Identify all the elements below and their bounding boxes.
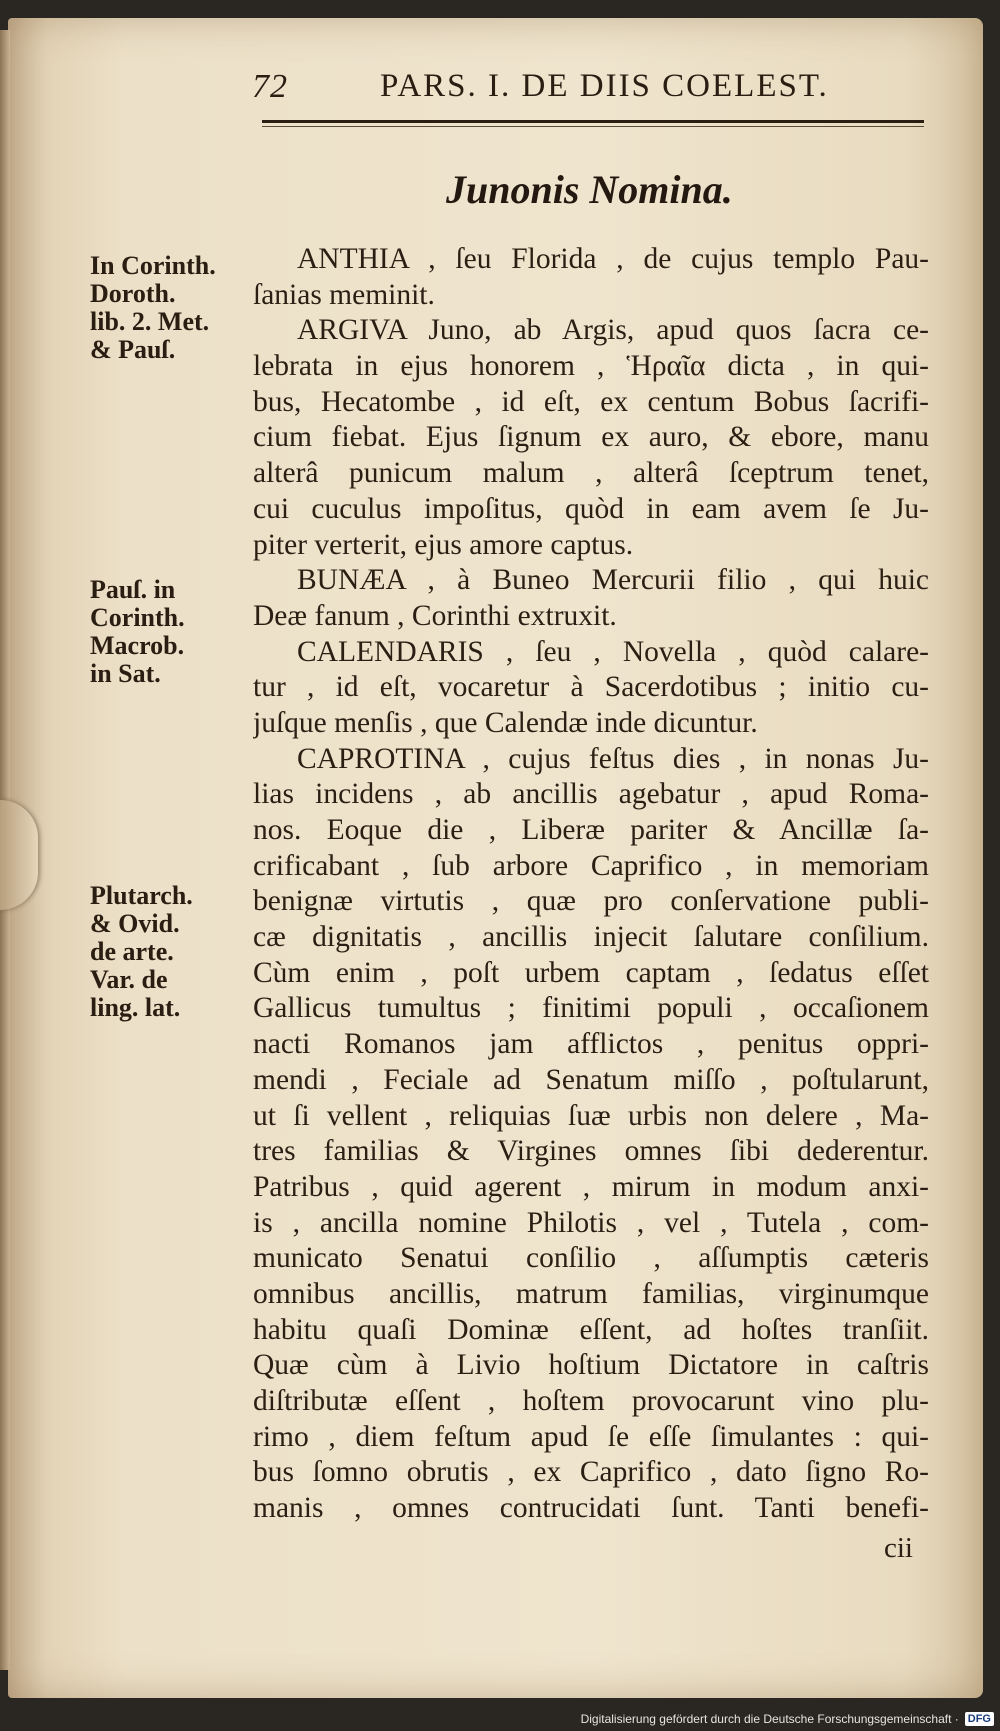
header-rule <box>262 120 924 123</box>
text-line: habitu quaſi Dominæ eſſent, ad hoſtes tranſiit. <box>253 1313 929 1346</box>
margin-note-line: Doroth. <box>90 279 176 308</box>
text-line: mendi , Feciale ad Senatum miſſo , poſtularunt, <box>253 1063 929 1096</box>
text-line: ut ſi vellent , reliquias ſuæ urbis non delere , Ma- <box>253 1099 929 1132</box>
text-line: Quæ cùm à Livio hoſtium Dictatore in caſtris <box>253 1349 929 1382</box>
text-line: Patribus , quid agerent , mirum in modum anxi- <box>253 1170 929 1203</box>
margin-note-line: Var. de <box>90 965 168 994</box>
text-line: ſanias meminit. <box>253 278 435 311</box>
text-line: nacti Romanos jam afflictos , penitus oppri- <box>253 1028 929 1061</box>
text-line: ANTHIA , ſeu Florida , de cujus templo Pau- <box>297 243 929 275</box>
text-line: Deæ fanum , Corinthi extruxit. <box>253 599 617 632</box>
margin-note-3 <box>90 882 250 1022</box>
text-line: omnibus ancillis, matrum familias, virginumque <box>253 1277 929 1310</box>
margin-note-line: in Sat. <box>90 659 161 688</box>
page-number: 72 <box>252 68 288 105</box>
catchword: cii <box>884 1532 913 1564</box>
margin-note-line: & Pauſ. <box>90 335 176 364</box>
text-line: ARGIVA Juno, ab Argis, apud quos ſacra ce- <box>297 314 929 347</box>
text-line: nos. Eoque die , Liberæ pariter & Ancillæ ſa- <box>253 814 929 846</box>
text-line: CAPROTINA , cujus feſtus dies , in nonas Ju- <box>297 742 929 775</box>
text-line: crificabant , ſub arbore Caprifico , in memoriam <box>253 849 929 882</box>
text-line: CALENDARIS , ſeu , Novella , quòd calare- <box>297 635 929 668</box>
text-line: benignæ virtutis , quæ pro conſervatione publi- <box>253 885 929 918</box>
text-line: manis , omnes contrucidati ſunt. Tanti benefi- <box>253 1492 929 1525</box>
margin-note-line: Plutarch. <box>90 881 193 910</box>
text-line: BUNÆA , à Buneo Mercurii filio , qui huic <box>297 564 929 597</box>
text-line: tres familias & Virgines omnes ſibi dederentur. <box>253 1135 929 1168</box>
text-line: diſtributæ eſſent , hoſtem provocarunt vino plu- <box>253 1385 929 1417</box>
text-line: lebrata in ejus honorem , Ἡραῖα dicta , in qui- <box>253 350 929 383</box>
margin-note-line: ling. lat. <box>90 993 181 1022</box>
margin-note-line: de arte. <box>90 937 174 966</box>
text-line: rimo , diem feſtum apud ſe eſſe ſimulantes : qui- <box>253 1420 929 1453</box>
text-line: cui cuculus impoſitus, quòd in eam avem ſe Ju- <box>253 492 929 525</box>
text-line: is , ancilla nomine Philotis , vel , Tutela , com- <box>253 1206 929 1239</box>
body-text <box>253 242 929 1527</box>
margin-note-line: Macrob. <box>90 631 185 660</box>
section-title: Junonis Nomina. <box>446 167 733 212</box>
page-header <box>252 62 932 112</box>
text-line: cium fiebat. Ejus ſignum ex auro, & ebore, manu <box>253 421 929 454</box>
text-line: lias incidens , ab ancillis agebatur , apud Roma- <box>253 778 929 811</box>
text-line: bus, Hecatombe , id eſt, ex centum Bobus ſacrifi- <box>253 385 929 418</box>
dfg-logo: DFG <box>965 1712 994 1726</box>
text-line: bus ſomno obrutis , ex Caprifico , dato ſigno Ro- <box>253 1456 929 1489</box>
text-line: Cùm enim , poſt urbem captam , ſedatus eſſet <box>253 956 929 989</box>
text-line: municato Senatui conſilio , aſſumptis cæteris <box>253 1242 929 1275</box>
margin-note-line: lib. 2. Met. <box>90 307 210 336</box>
text-line: alterâ punicum malum , alterâ ſceptrum tenet, <box>253 457 929 490</box>
running-head: PARS. I. DE DIIS COELEST. <box>380 68 829 104</box>
margin-note-line: & Ovid. <box>90 909 180 938</box>
text-line: cæ dignitatis , ancillis injecit ſalutare conſilium. <box>253 921 929 954</box>
margin-note-line: Pauſ. in <box>90 575 176 604</box>
margin-note-2 <box>90 576 250 688</box>
margin-note-line: In Corinth. <box>90 251 216 280</box>
text-line: Gallicus tumultus ; finitimi populi , occaſionem <box>253 992 929 1025</box>
header-rule-thin <box>262 126 924 127</box>
text-line: tur , id eſt, vocaretur à Sacerdotibus ; initio cu- <box>253 671 929 704</box>
footer-text: Digitalisierung gefördert durch die Deutsche Forschungsgemeinschaft · <box>580 1712 959 1726</box>
margin-note-line: Corinth. <box>90 603 185 632</box>
margin-note-1 <box>90 252 250 364</box>
text-line: piter verterit, ejus amore captus. <box>253 528 634 561</box>
digitization-footer <box>581 1710 994 1728</box>
text-line: juſque menſis , que Calendæ inde dicuntur. <box>253 706 758 739</box>
